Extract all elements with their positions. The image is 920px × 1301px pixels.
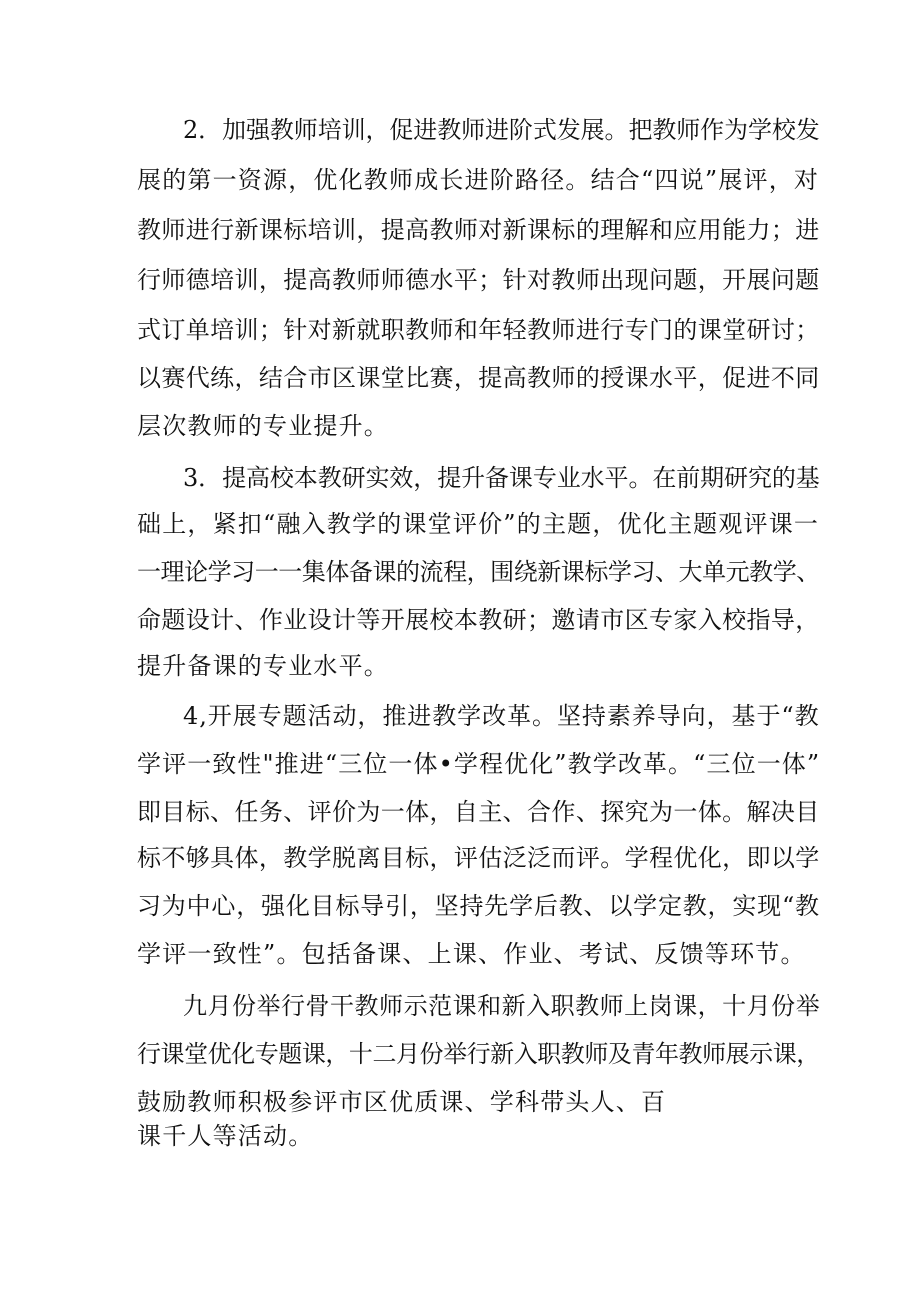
paragraph-2-line-3: 教师进行新课标培训，提高教师对新课标的理解和应用能力；进 [137,216,820,244]
paragraph-4-line-4: 标不够具体，教学脱离目标，评估泛泛而评。学程优化，即以学 [137,844,820,872]
paragraph-2-line-4: 行师德培训，提高教师师德水平；针对教师出现问题，开展问题 [137,266,820,294]
paragraph-2-line-6: 以赛代练，结合市区课堂比赛，提高教师的授课水平，促进不同 [137,364,820,392]
paragraph-3-line-3: 一理论学习一一集体备课的流程，围绕新课标学习、大单元教学、 [137,558,820,586]
paragraph-2-line-2: 展的第一资源，优化教师成长进阶路径。结合“四说”展评，对 [137,166,820,194]
paragraph-3-line-5: 提升备课的专业水平。 [137,652,389,680]
paragraph-5-line-3: 鼓励教师积极参评市区优质课、学科带头人、百 [137,1088,667,1116]
paragraph-4-line-1: 4,开展专题活动，推进教学改革。坚持素养导向，基于“教 [183,702,820,730]
paragraph-5-line-4: 课千人等活动。 [137,1122,314,1150]
paragraph-5-line-1: 九月份举行骨干教师示范课和新入职教师上岗课，十月份举 [183,992,821,1020]
paragraph-4-line-3: 即目标、任务、评价为一体，自主、合作、探究为一体。解决目 [137,798,820,826]
paragraph-3-line-4: 命题设计、作业设计等开展校本教研；邀请市区专家入校指导， [137,606,820,634]
paragraph-2-line-1: 2．加强教师培训，促进教师进阶式发展。把教师作为学校发 [183,116,820,144]
paragraph-4-line-5: 习为中心，强化目标导引，坚持先学后教、以学定教，实现“教 [137,892,820,920]
paragraph-3-line-2: 础上，紧扣“融入教学的课堂评价”的主题，优化主题观评课一 [137,510,820,538]
paragraph-4-line-6: 学评一致性”。包括备课、上课、作业、考试、反馈等环节。 [137,940,806,968]
paragraph-3-line-1: 3．提高校本教研实效，提升备课专业水平。在前期研究的基 [183,464,820,492]
paragraph-5-line-2: 行课堂优化专题课，十二月份举行新入职教师及青年教师展示课， [137,1040,820,1068]
paragraph-2-line-5: 式订单培训；针对新就职教师和年轻教师进行专门的课堂研讨； [137,316,820,344]
paragraph-4-line-2: 学评一致性"推进“三位一体•学程优化”教学改革。“三位一体” [137,750,821,778]
paragraph-2-line-7: 层次教师的专业提升。 [137,412,389,440]
